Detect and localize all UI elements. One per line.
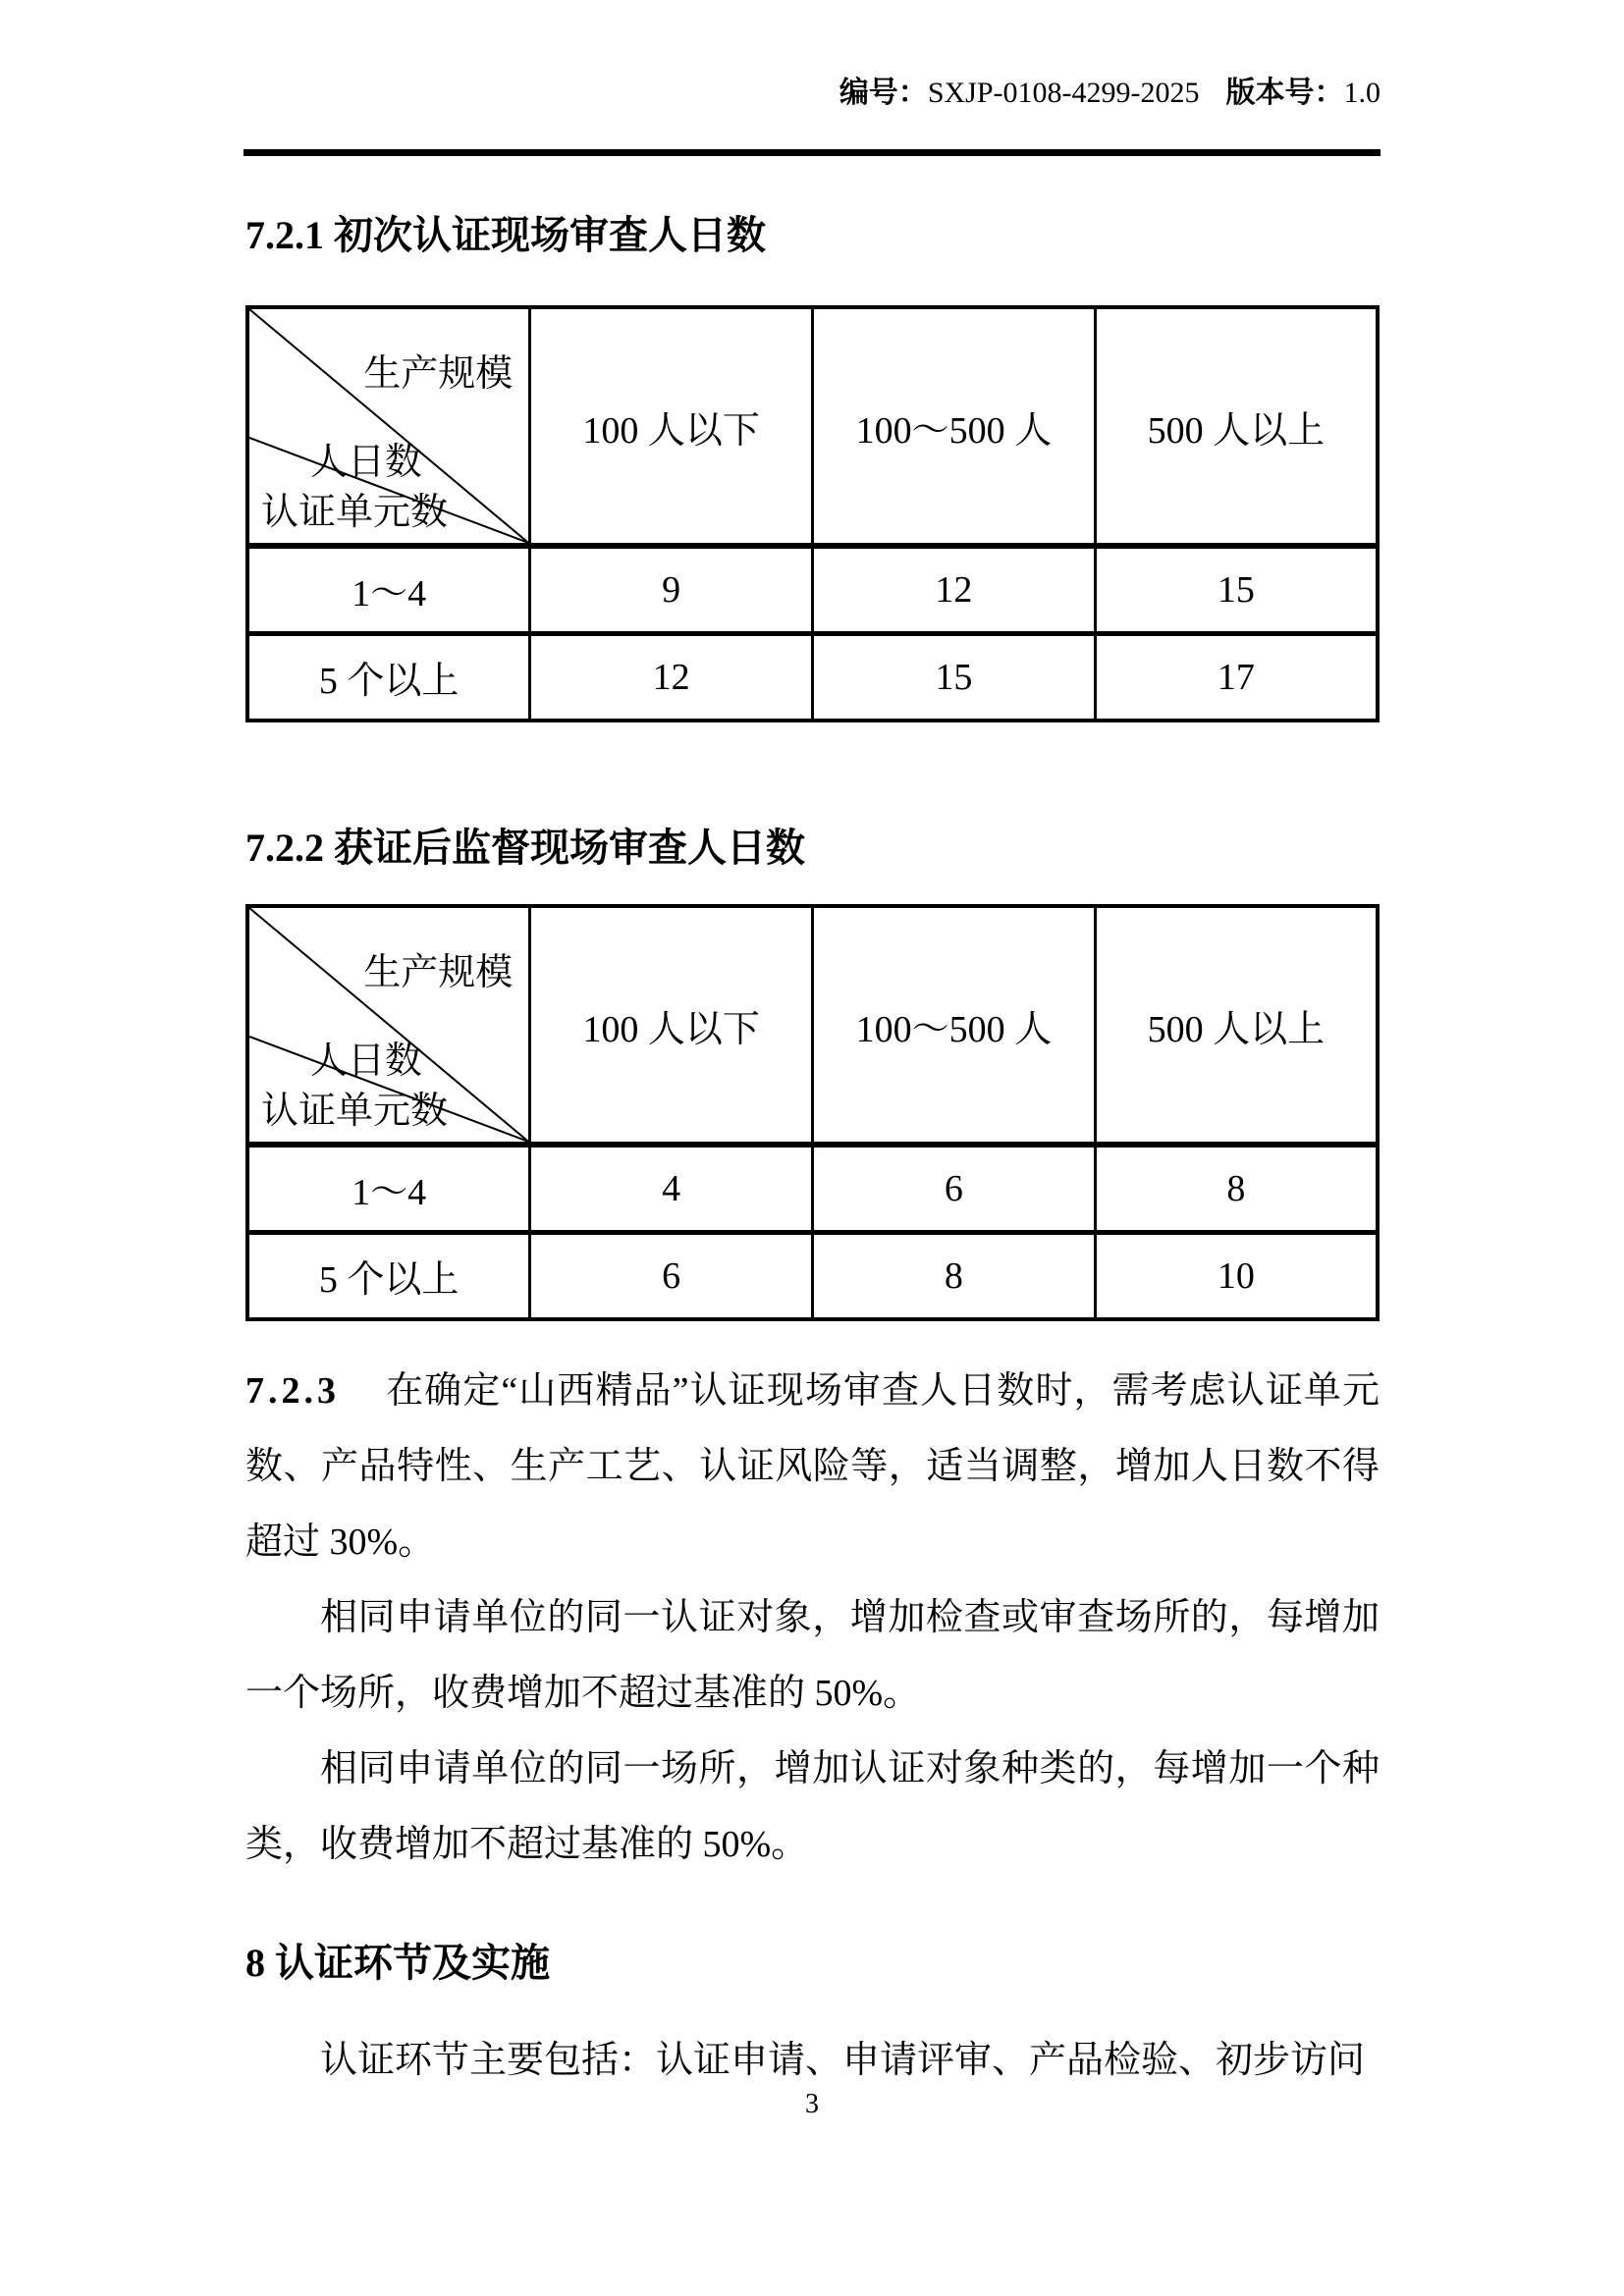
table-header-row (247, 906, 1378, 1145)
column-header: 100～500 人 (813, 906, 1096, 1145)
corner-label-man-days: 人日数 (310, 442, 423, 483)
table-initial-certification-man-days (245, 305, 1380, 722)
version-label: 版本号： (1225, 77, 1344, 109)
paragraph-7-2-3 (245, 1354, 1380, 1580)
table-cell: 17 (1095, 633, 1378, 721)
page-number: 3 (805, 2089, 819, 2119)
corner-label-production-scale: 生产规模 (363, 353, 514, 395)
section-8-heading: 8 认证环节及实施 (245, 1941, 550, 1985)
row-label: 1～4 (247, 1145, 530, 1232)
corner-wrap (249, 309, 528, 543)
corner-wrap (249, 908, 528, 1142)
table-row (247, 546, 1378, 633)
table-cell: 12 (530, 633, 813, 721)
table-corner-cell (247, 307, 530, 546)
column-header: 100 人以下 (530, 906, 813, 1145)
column-header: 100～500 人 (813, 307, 1096, 546)
row-label: 5 个以上 (247, 1232, 530, 1319)
table-header-row (247, 307, 1378, 546)
table-cell: 4 (530, 1145, 813, 1232)
corner-label-man-days: 人日数 (310, 1041, 423, 1082)
table-row (247, 633, 1378, 721)
table-cell: 12 (813, 546, 1096, 633)
document-header (244, 75, 1380, 112)
table-cell: 8 (813, 1232, 1096, 1319)
doc-number-value: SXJP-0108-4299-2025 (927, 77, 1200, 109)
table-row (247, 1145, 1378, 1232)
section-7-2-3-text: 在确定“山西精品”认证现场审查人日数时，需考虑认证单元数、产品特性、生产工艺、认证风险等，适当调整，增加人日数不得超过 30%。 (245, 1370, 1380, 1563)
table-row (247, 1232, 1378, 1319)
table-cell: 15 (1095, 546, 1378, 633)
section-7-2-1-heading: 7.2.1 初次认证现场审查人日数 (245, 213, 766, 257)
table-surveillance-man-days (245, 904, 1380, 1321)
column-header: 500 人以上 (1095, 307, 1378, 546)
table-cell: 6 (530, 1232, 813, 1319)
section-8-paragraph: 认证环节主要包括：认证申请、申请评审、产品检验、初步访问 (320, 2040, 1366, 2081)
row-label: 5 个以上 (247, 633, 530, 721)
section-7-2-2-heading: 7.2.2 获证后监督现场审查人日数 (245, 826, 805, 870)
header-rule (244, 149, 1380, 156)
corner-label-cert-units: 认证单元数 (261, 492, 449, 533)
column-header: 500 人以上 (1095, 906, 1378, 1145)
table-cell: 15 (813, 633, 1096, 721)
section-7-2-3-number: 7.2.3 (245, 1370, 340, 1412)
table-corner-cell (247, 906, 530, 1145)
column-header: 100 人以下 (530, 307, 813, 546)
table-cell: 10 (1095, 1232, 1378, 1319)
table-cell: 8 (1095, 1145, 1378, 1232)
paragraph: 相同申请单位的同一场所，增加认证对象种类的，每增加一个种类，收费增加不超过基准的 50%。 (245, 1748, 1380, 1865)
table-cell: 6 (813, 1145, 1096, 1232)
doc-number-label: 编号： (839, 77, 928, 109)
table-cell: 9 (530, 546, 813, 633)
corner-label-cert-units: 认证单元数 (261, 1091, 449, 1132)
corner-label-production-scale: 生产规模 (363, 952, 514, 993)
body-text (245, 1354, 1380, 1883)
row-label: 1～4 (247, 546, 530, 633)
version-value: 1.0 (1343, 77, 1380, 109)
paragraph: 相同申请单位的同一认证对象，增加检查或审查场所的，每增加一个场所，收费增加不超过基准的 50%。 (245, 1597, 1380, 1714)
